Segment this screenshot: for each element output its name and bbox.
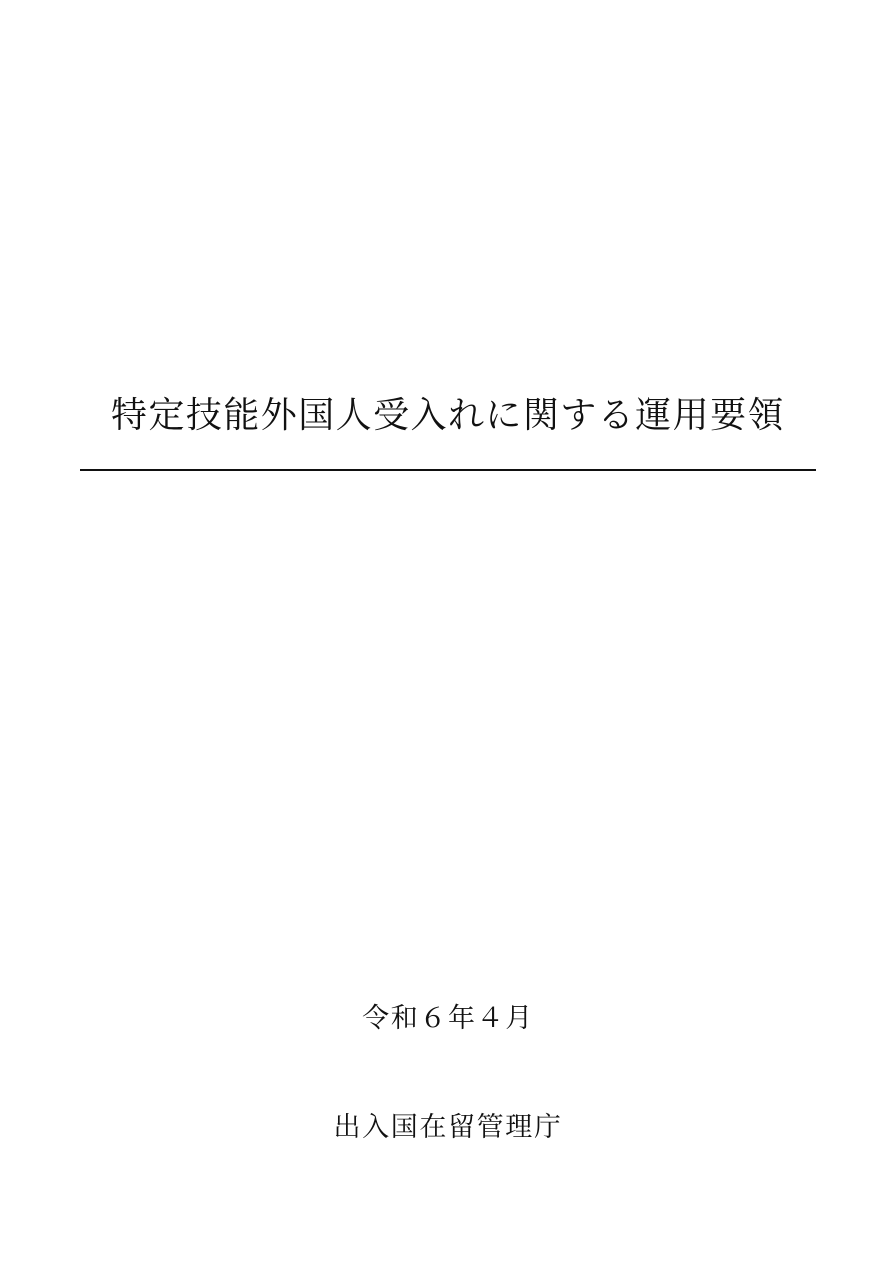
title-divider: [80, 469, 816, 471]
cover-footer-block: [0, 996, 896, 1144]
publication-date: 令和６年４月: [362, 1003, 534, 1033]
title-block: [0, 392, 896, 471]
page-title: 特定技能外国人受入れに関する運用要領: [111, 394, 785, 435]
issuing-agency: 出入国在留管理庁: [333, 1112, 563, 1142]
